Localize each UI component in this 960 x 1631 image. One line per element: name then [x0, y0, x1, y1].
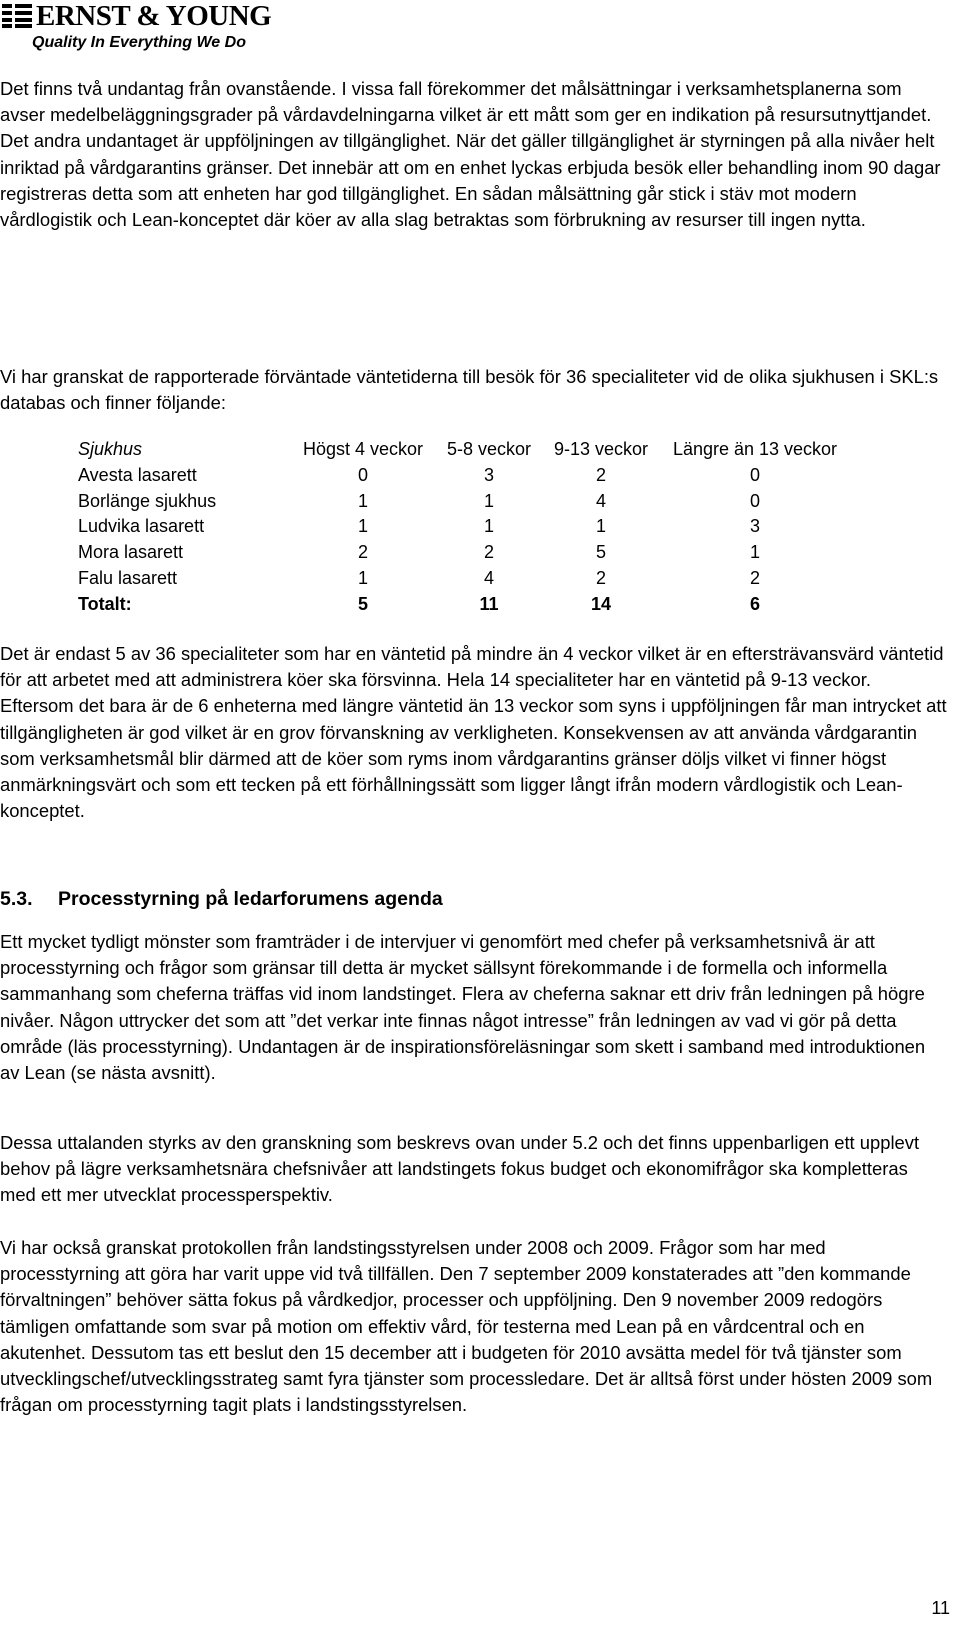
table-cell: 4: [595, 490, 606, 511]
table-header-cell: 9-13 veckor: [553, 439, 649, 459]
table-cell: 1: [357, 567, 368, 588]
table-cell: 14: [590, 593, 612, 614]
paragraph-2: Vi har granskat de rapporterade förväntade väntetiderna till besök för 36 specialiteter vid de olika sjukhusen i SKL:s databas och finner följande:: [0, 366, 939, 414]
table-cell: 1: [357, 490, 368, 511]
table-header-cell: Längre än 13 veckor: [672, 439, 838, 459]
table-cell: Mora lasarett: [78, 542, 184, 563]
table-cell: 2: [357, 542, 368, 563]
section-heading: [0, 886, 443, 912]
table-row: [78, 489, 850, 515]
table-cell: Ludvika lasarett: [78, 516, 205, 537]
table-cell: 11: [479, 593, 499, 614]
table-cell: 2: [483, 542, 494, 563]
paragraph-1: Det finns två undantag från ovanstående. I vissa fall förekommer det målsättningar i verksamhetsplanerna som avser medelbeläggningsgrader på vårdavdelningarna vilket är ett mått som ger en indikation på resursutnyttjandet. Det andra undantaget är uppföljningen av tillgänglighet. När det gäller tillgänglighet är styrningen på alla nivåer helt inriktad på vårdgarantins gränser. Det innebär att om en enhet lyckas erbjuda besök eller behandling inom 90 dagar registreras detta som att enheten har god tillgänglighet. En sådan målsättning går stick i stäv mot modern vårdlogistik och Lean-konceptet där köer av alla slag betraktas som förbrukning av resurser till ingen nytta.: [0, 78, 941, 231]
waiting-times-table: [78, 437, 850, 618]
ernst-young-logo: [0, 0, 272, 58]
table-cell: Avesta lasarett: [78, 464, 197, 485]
table-total-row: [78, 592, 850, 618]
paragraph-6: Vi har också granskat protokollen från landstingsstyrelsen under 2008 och 2009. Frågor som har med processtyrning att göra har varit uppe vid två tillfällen. Den 7 september 2009 konstaterades att ”den kommande förvaltningen” behöver sätta fokus på vårdkedjor, processer och uppföljning. Den 9 november 2009 redogörs tämligen omfattande som svar på motion om effektiv vård, för testerna med Lean på en vårdcentral och en akutenhet. Dessutom tas ett beslut den 15 december att i budgeten för 2010 avsätta medel för två tjänster som utvecklingschef/utvecklingsstrateg samt fyra tjänster som processledare. Det är alltså först under hösten 2009 som frågan om processtyrning tagit plats i landstingsstyrelsen.: [0, 1237, 933, 1416]
table-cell: 1: [483, 490, 494, 511]
table-cell: 1: [357, 516, 368, 537]
table-cell: 0: [749, 490, 760, 511]
table-row: [78, 463, 850, 489]
table-cell: 4: [483, 567, 494, 588]
table-cell: Falu lasarett: [78, 567, 178, 588]
table-row: [78, 514, 850, 540]
logo-tagline: Quality In Everything We Do: [32, 34, 246, 51]
table-cell: Totalt:: [78, 593, 132, 614]
table-cell: 1: [595, 516, 606, 537]
table-cell: 3: [749, 516, 760, 537]
table-header-row: [78, 437, 850, 463]
table-cell: 1: [483, 516, 494, 537]
table-header-cell: Högst 4 veckor: [302, 439, 424, 459]
logo-mark-icon: [2, 4, 32, 28]
paragraph-4: Ett mycket tydligt mönster som framträder i de intervjuer vi genomfört med chefer på verksamhetsnivå är att processtyrning och frågor som gränsar till detta är mycket sällsynt förekommande i de formella och informella sammanhang som cheferna träffas vid inom landstinget. Flera av cheferna saknar ett driv från ledningen på högre nivåer. Någon uttrycker det som att ”det verkar inte finnas något intresse” från ledningen av vad vi gör på detta område (läs processtyrning). Undantagen är de inspirationsföreläsningar som skett i samband med introduktionen av Lean (se nästa avsnitt).: [0, 931, 926, 1084]
paragraph-5: Dessa uttalanden styrks av den granskning som beskrevs ovan under 5.2 och det finns uppenbarligen ett upplevt behov på lägre verksamhetsnära chefsnivåer att landstingets fokus budget och ekonomifrågor ska kompletteras med ett mer utvecklat processperspektiv.: [0, 1132, 920, 1206]
table-cell: 3: [483, 464, 494, 485]
logo-name: ERNST & YOUNG: [36, 0, 272, 32]
section-title: Processtyrning på ledarforumens agenda: [58, 888, 443, 910]
table-cell: Borlänge sjukhus: [78, 490, 217, 511]
table-cell: 2: [749, 567, 760, 588]
table-cell: 6: [749, 593, 760, 614]
table-header-cell: 5-8 veckor: [446, 439, 532, 459]
table-cell: 5: [357, 593, 368, 614]
table-header-cell: Sjukhus: [78, 439, 143, 459]
table-row: [78, 566, 850, 592]
table-cell: 0: [749, 464, 760, 485]
table-cell: 2: [595, 464, 606, 485]
paragraph-3: Det är endast 5 av 36 specialiteter som har en väntetid på mindre än 4 veckor vilket är en eftersträvansvärd väntetid för att arbetet med att administrera köer ska försvinna. Hela 14 specialiteter har en väntetid på 9-13 veckor. Eftersom det bara är de 6 enheterna med längre väntetid än 13 veckor som syns i uppföljningen får man intrycket att tillgängligheten är god vilket är en grov förvanskning av verkligheten. Konsekvensen av att använda vårdgarantin som verksamhetsmål blir därmed att de köer som ryms inom vårdgarantins gränser döljs vilket vi finner högst anmärkningsvärt och som ett tecken på ett förhållningssätt som ligger långt ifrån modern vårdlogistik och Lean-konceptet.: [0, 643, 947, 822]
table-cell: 2: [595, 567, 606, 588]
table-cell: 0: [357, 464, 368, 485]
page-number: 11: [931, 1598, 950, 1618]
table-cell: 5: [595, 542, 606, 563]
table-cell: 1: [749, 542, 760, 563]
table-row: [78, 540, 850, 566]
section-number: 5.3.: [0, 888, 33, 910]
